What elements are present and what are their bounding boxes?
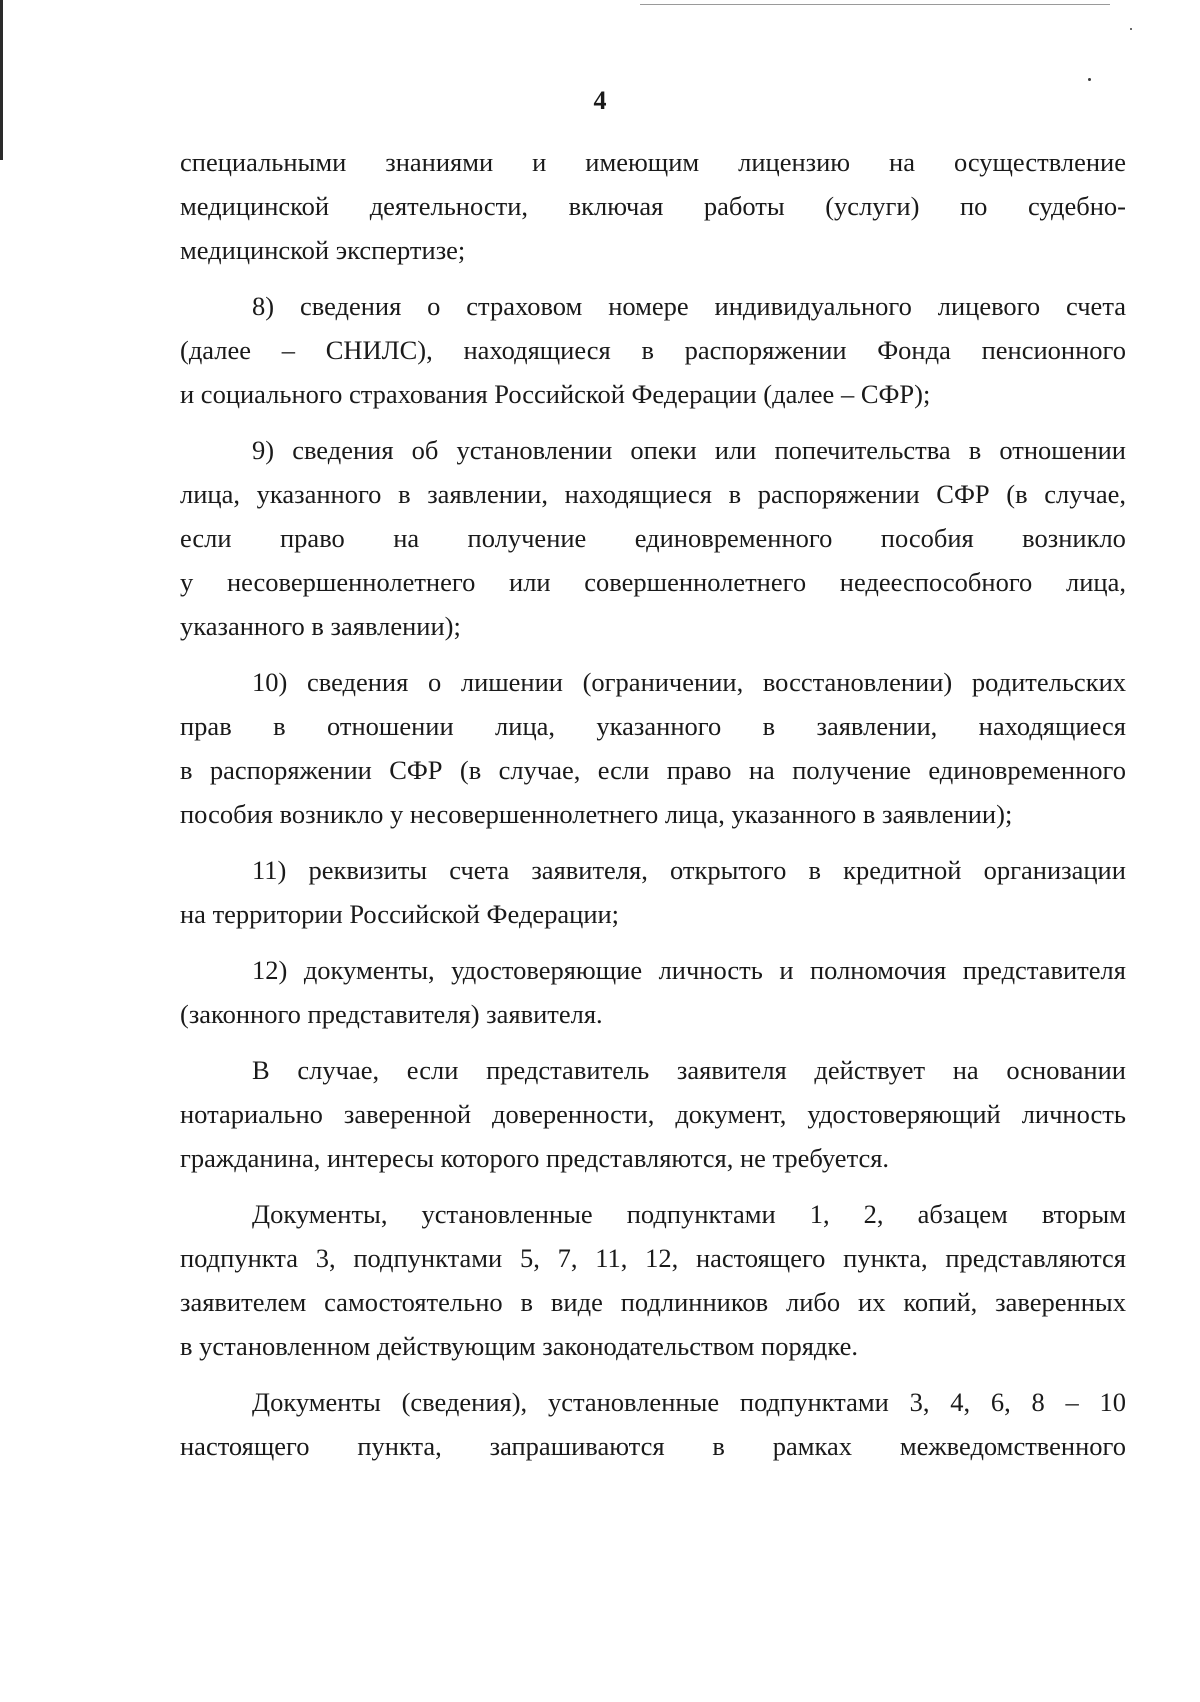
text-line: настоящего пункта, запрашиваются в рамках межведомственного — [180, 1431, 1126, 1461]
text-line: медицинской экспертизе; — [180, 235, 466, 265]
text-line: 10) сведения о лишении (ограничении, восстановлении) родительских — [252, 667, 1126, 697]
text-line: (законного представителя) заявителя. — [180, 999, 603, 1029]
text-line: 12) документы, удостоверяющие личность и полномочия представителя — [252, 955, 1126, 985]
text-line: пособия возникло у несовершеннолетнего лица, указанного в заявлении); — [180, 799, 1013, 829]
scan-speck — [1088, 78, 1091, 81]
text-line: Документы, установленные подпунктами 1, 2, абзацем вторым — [252, 1199, 1126, 1229]
text-line: лица, указанного в заявлении, находящиеся в распоряжении СФР (в случае, — [180, 479, 1126, 509]
scan-edge-mark — [0, 0, 3, 160]
text-line: подпункта 3, подпунктами 5, 7, 11, 12, настоящего пункта, представляются — [180, 1243, 1126, 1273]
text-line: (далее – СНИЛС), находящиеся в распоряжении Фонда пенсионного — [180, 335, 1126, 365]
text-line: медицинской деятельности, включая работы (услуги) по судебно- — [180, 191, 1126, 221]
text-line: специальными знаниями и имеющим лицензию на осуществление — [180, 147, 1126, 177]
text-line: 11) реквизиты счета заявителя, открытого в кредитной организации — [252, 855, 1126, 885]
text-line: в распоряжении СФР (в случае, если право на получение единовременного — [180, 755, 1126, 785]
text-line: прав в отношении лица, указанного в заявлении, находящиеся — [180, 711, 1126, 741]
text-line: если право на получение единовременного пособия возникло — [180, 523, 1126, 553]
text-line: заявителем самостоятельно в виде подлинников либо их копий, заверенных — [180, 1287, 1126, 1317]
text-line: и социального страхования Российской Федерации (далее – СФР); — [180, 379, 931, 409]
text-line: нотариально заверенной доверенности, документ, удостоверяющий личность — [180, 1099, 1126, 1129]
text-line: В случае, если представитель заявителя действует на основании — [252, 1055, 1126, 1085]
document-body — [180, 140, 1126, 1468]
page-number: 4 — [593, 86, 607, 115]
text-line: Документы (сведения), установленные подпунктами 3, 4, 6, 8 – 10 — [252, 1387, 1126, 1417]
text-line: указанного в заявлении); — [180, 611, 461, 641]
text-line: на территории Российской Федерации; — [180, 899, 620, 929]
text-line: у несовершеннолетнего или совершеннолетнего недееспособного лица, — [180, 567, 1126, 597]
text-line: гражданина, интересы которого представляются, не требуется. — [180, 1143, 890, 1173]
text-line: в установленном действующим законодательством порядке. — [180, 1331, 858, 1361]
text-line: 9) сведения об установлении опеки или попечительства в отношении — [252, 435, 1126, 465]
text-line: 8) сведения о страховом номере индивидуального лицевого счета — [252, 291, 1126, 321]
scan-speck — [1130, 28, 1132, 30]
scan-top-line — [640, 4, 1110, 5]
